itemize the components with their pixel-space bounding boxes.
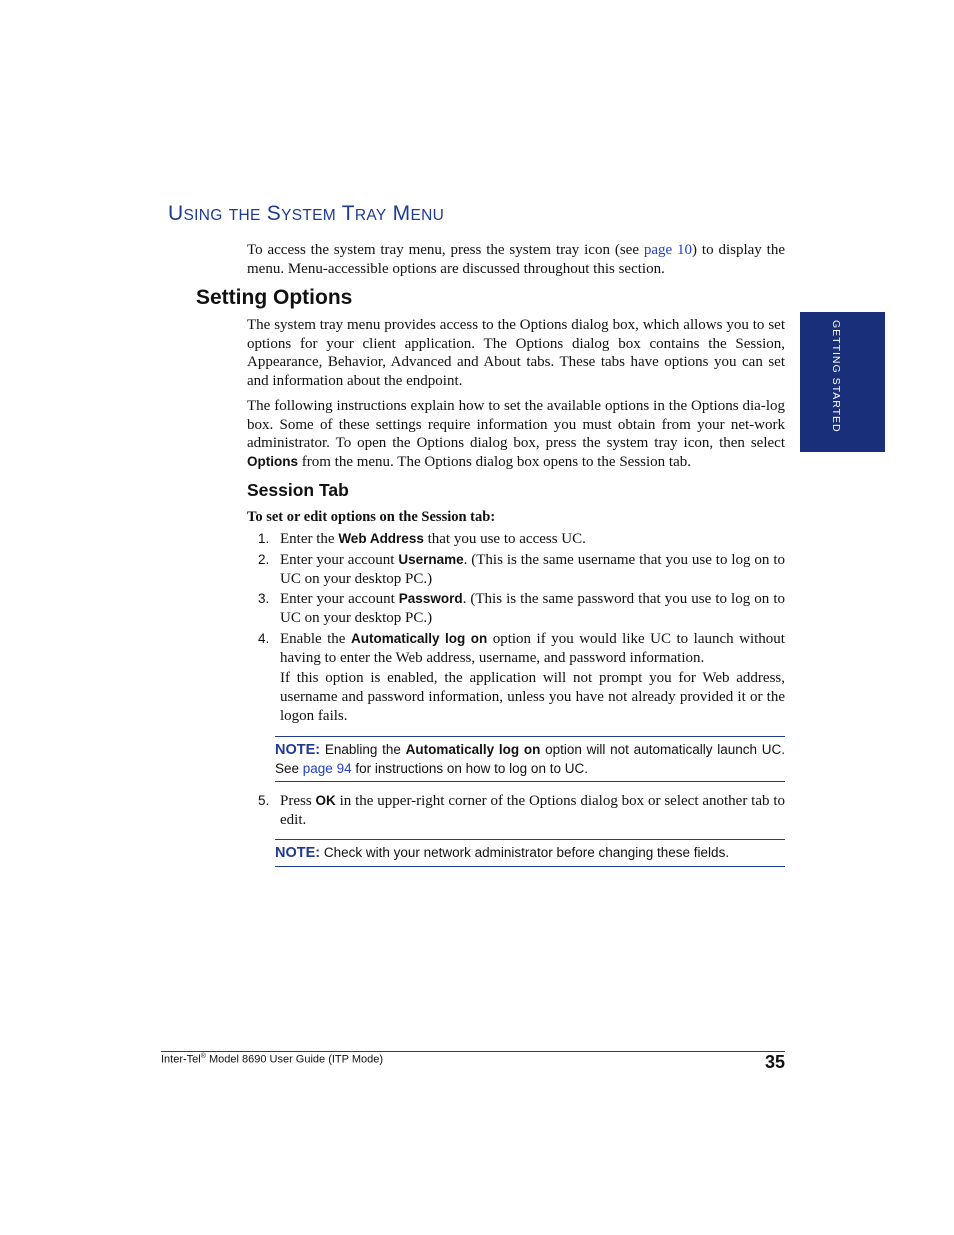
title-word-the: THE — [228, 207, 261, 224]
note-label: NOTE: — [275, 742, 321, 758]
username-term: Username — [398, 552, 464, 567]
step-number: 4. — [258, 631, 270, 646]
footer-guide-name: Model 8690 User Guide (ITP Mode) — [205, 1053, 384, 1066]
title-initial-m: M — [392, 202, 411, 225]
title-initial-u: U — [168, 202, 184, 225]
step-2 — [258, 551, 785, 588]
intro-text-start: To access the system tray menu, press the system tray icon (see — [247, 242, 644, 258]
registered-mark: ® — [200, 1053, 206, 1060]
step-text: Enter your account Username. (This is the same username that you use to log on to UC on your desktop PC.) — [280, 552, 785, 587]
setting-options-paragraph-2 — [247, 397, 785, 472]
title-word-menu: ENU — [410, 207, 445, 224]
page-10-link[interactable]: page 10 — [643, 242, 693, 258]
section-title — [168, 202, 444, 226]
web-address-term: Web Address — [338, 531, 424, 546]
session-tab-heading: Session Tab — [247, 480, 349, 500]
title-initial-t: T — [341, 202, 355, 225]
automatically-log-on-term: Automatically log on — [350, 631, 488, 646]
chapter-side-tab — [800, 312, 885, 452]
footer-brand: Inter-Tel — [161, 1053, 201, 1066]
setting-options-paragraph-1: The system tray menu provides access to the Options dialog box, which allows you to set options for your client application. The Options dialog box contains the Session, Appearance, Behavior, Advanced and About tabs. These tabs have options you can set and information about the endpoint. — [247, 317, 785, 390]
step-number: 2. — [258, 552, 270, 567]
step-3 — [258, 590, 785, 627]
step-number: 3. — [258, 591, 270, 606]
password-term: Password — [398, 591, 463, 606]
page-number: 35 — [764, 1052, 785, 1072]
para2-text-start: The following instructions explain how to set the available options in the Options dia-log box. Some of these settings require information you must obtain from your net-work administrator. To open the Options dialog box, press the system tray icon, then select — [247, 398, 785, 452]
step-4-detail: If this option is enabled, the application will not prompt you for Web address, username and password information, unless you have not already provided it or the logon fails. — [280, 670, 785, 724]
step-text: Press OK in the upper-right corner of the Options dialog box or select another tab to edit. — [280, 793, 785, 828]
note-label: NOTE: — [275, 845, 321, 861]
side-tab-label: GETTING STARTED — [830, 320, 842, 433]
intro-paragraph — [247, 241, 785, 278]
para2-text-end: from the menu. The Options dialog box opens to the Session tab. — [298, 454, 692, 471]
step-number: 1. — [258, 531, 270, 546]
footer-rule — [161, 1051, 785, 1052]
step-text: Enter your account Password. (This is the same password that you use to log on to UC on your desktop PC.) — [280, 591, 785, 626]
note-bold-term: Automatically log on — [405, 742, 541, 757]
step-4 — [258, 630, 785, 726]
step-text: Enable the Automatically log on option if you would like UC to launch without having to enter the Web address, username, and password information. — [280, 631, 785, 666]
step-5 — [258, 792, 785, 829]
page-94-link[interactable]: page 94 — [302, 760, 352, 776]
title-word-using: SING — [183, 207, 223, 224]
setting-options-heading: Setting Options — [196, 286, 353, 309]
step-text: Enter the Web Address that you use to access UC. — [280, 531, 586, 547]
footer-guide-title — [161, 1053, 383, 1066]
note-2 — [275, 839, 785, 867]
options-menu-term: Options — [247, 454, 298, 470]
step-number: 5. — [258, 793, 270, 808]
step-1 — [258, 530, 785, 549]
ok-term: OK — [315, 793, 336, 808]
title-word-system: YSTEM — [281, 207, 336, 224]
intro-text-end: ) to display the menu. Menu-accessible options are discussed throughout this section. — [247, 242, 785, 277]
note-1: NOTE: Enabling the Automatically log on option will not automatically launch UC. See page 94 for instructions on how to log on to UC. — [275, 736, 785, 782]
note-text: Check with your network administrator before changing these fields. — [320, 845, 730, 860]
title-initial-s: S — [266, 202, 282, 225]
procedure-title: To set or edit options on the Session tab: — [247, 509, 496, 525]
title-word-tray: RAY — [354, 207, 387, 224]
